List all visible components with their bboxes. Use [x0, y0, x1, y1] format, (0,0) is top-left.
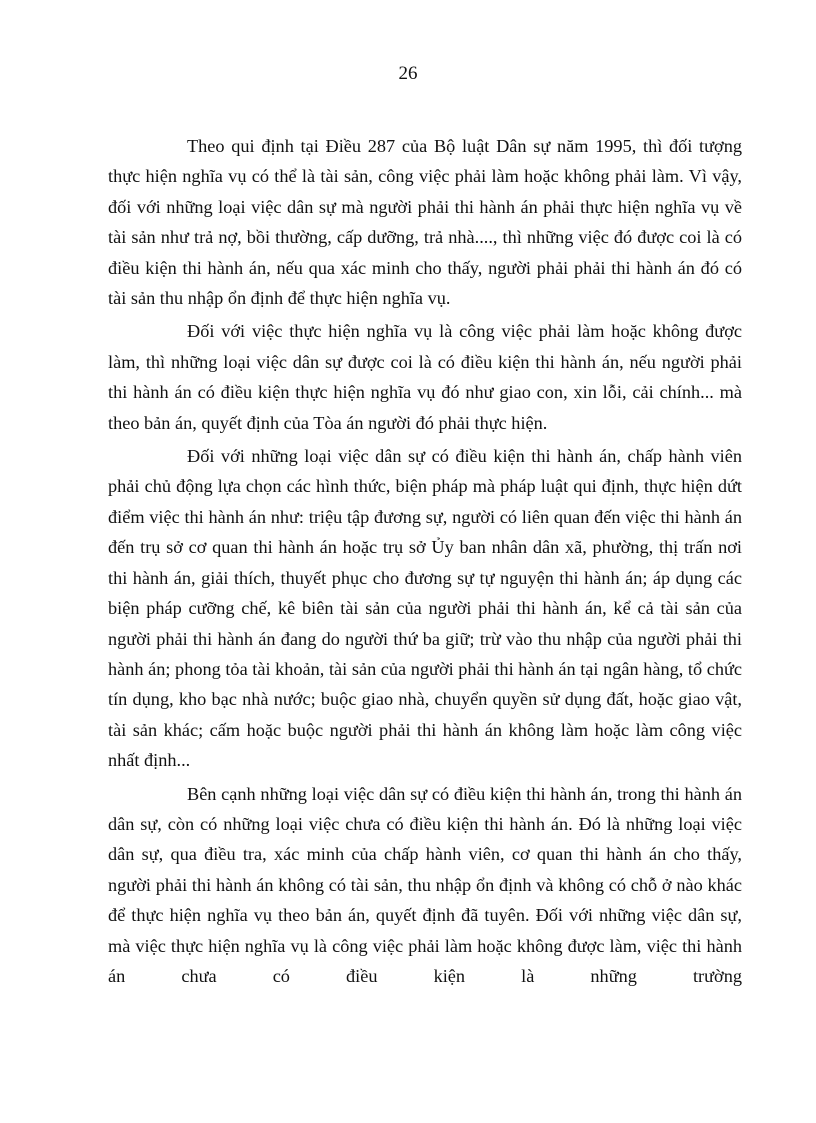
page-number: 26 — [398, 63, 418, 84]
body-text — [108, 131, 742, 994]
paragraph-2: Đối với việc thực hiện nghĩa vụ là công việc phải làm hoặc không được làm, thì những loại việc dân sự được coi là có điều kiện thi hành án, nếu người phải thi hành án có điều kiện thực hiện nghĩa vụ đó như giao con, xin lỗi, cải chính... mà theo bản án, quyết định của Tòa án người đó phải thực hiện. — [108, 321, 742, 433]
paragraph-3: Đối với những loại việc dân sự có điều kiện thi hành án, chấp hành viên phải chủ động lựa chọn các hình thức, biện pháp mà pháp luật qui định, thực hiện dứt điểm việc thi hành án như: triệu tập đương sự, người có liên quan đến việc thi hành án đến trụ sở cơ quan thi hành án hoặc trụ sở Ủy ban nhân dân xã, phường, thị trấn nơi thi hành án, giải thích, thuyết phục cho đương sự tự nguyện thi hành án; áp dụng các biện pháp cưỡng chế, kê biên tài sản của người phải thi hành án, kể cả tài sản của người phải thi hành án đang do người thứ ba giữ; trừ vào thu nhập của người phải thi hành án; phong tỏa tài khoản, tài sản của người phải thi hành án tại ngân hàng, tổ chức tín dụng, kho bạc nhà nước; buộc giao nhà, chuyển quyền sử dụng đất, hoặc giao vật, tài sản khác; cấm hoặc buộc người phải thi hành án không làm hoặc làm công việc nhất định... — [108, 446, 742, 771]
paragraph-1: Theo qui định tại Điều 287 của Bộ luật Dân sự năm 1995, thì đối tượng thực hiện nghĩa vụ có thể là tài sản, công việc phải làm hoặc không phải làm. Vì vậy, đối với những loại việc dân sự mà người phải thi hành án phải thực hiện nghĩa vụ về tài sản như trả nợ, bồi thường, cấp dưỡng, trả nhà...., thì những việc đó được coi là có điều kiện thi hành án, nếu qua xác minh cho thấy, người phải phải thi hành án đó có tài sản thu nhập ổn định để thực hiện nghĩa vụ. — [108, 136, 742, 309]
paragraph-4: Bên cạnh những loại việc dân sự có điều kiện thi hành án, trong thi hành án dân sự, còn có những loại việc chưa có điều kiện thi hành án. Đó là những loại việc dân sự, qua điều tra, xác minh của chấp hành viên, cơ quan thi hành án cho thấy, người phải thi hành án không có tài sản, thu nhập ổn định và không có chỗ ở nào khác để thực hiện nghĩa vụ theo bản án, quyết định đã tuyên. Đối với những việc dân sự, mà việc thực hiện nghĩa vụ là công việc phải làm hoặc không được làm, việc thi hành án chưa có điều kiện là những trường — [108, 783, 742, 986]
